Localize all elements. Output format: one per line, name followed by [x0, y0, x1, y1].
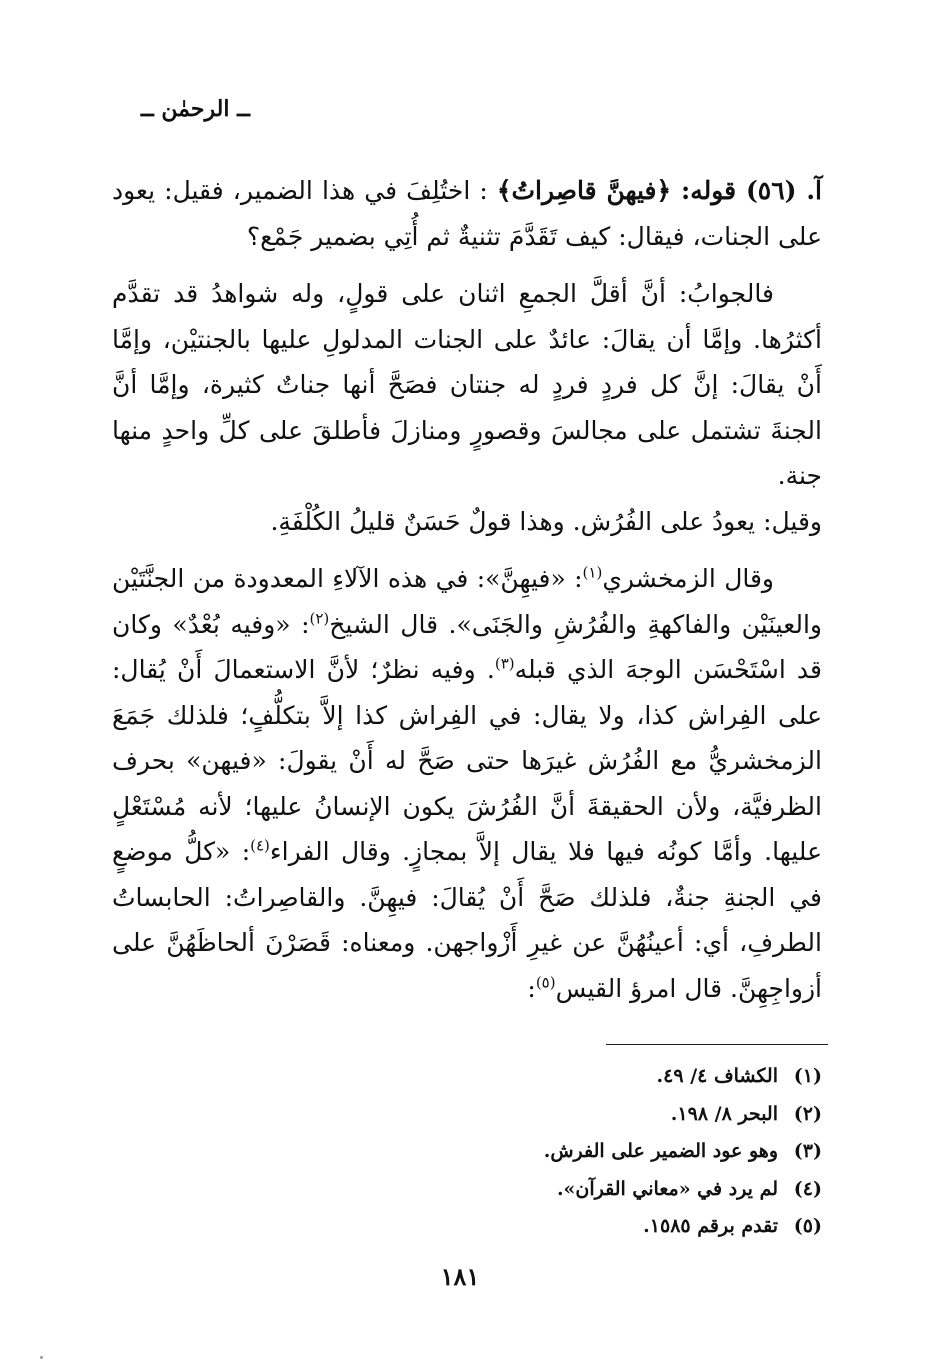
main-text: [112, 168, 822, 1011]
footnote-text: الكشاف ٤/ ٤٩.: [656, 1065, 778, 1087]
running-header: ــ الرحمٰن ــ: [140, 96, 250, 122]
answer-paragraph: فالجوابُ: أنَّ أقلَّ الجمعِ اثنان على قولٍ، وله شواهدُ قد تقدَّم أكثرُها. وإمَّا أن يقالَ: عائدٌ على الجنات المدلولِ عليها بالجنتيْن، وإمَّا أَنْ يقالَ: إنَّ كل فردٍ فردٍ له جنتان فصَحَّ أنها جناتٌ كثيرة، وإمَّا أنَّ الجنةَ تشتمل على مجالسَ وقصورٍ ومنازلَ فأطلقَ على كلِّ واحدٍ منها جنة.: [112, 279, 822, 490]
footnote-number: (٢): [793, 1102, 822, 1125]
footnote-ref-3: (٣): [494, 654, 515, 673]
footnote-text: تقدم برقم ١٥٨٥.: [643, 1215, 778, 1237]
verse-paragraph: [112, 168, 822, 259]
verse-reference: آ. (٥٦) قوله: ﴿فيهنَّ قاصِراتُ﴾: [496, 176, 822, 205]
footnote-ref-1: (١): [582, 563, 603, 582]
footnote-ref-5: (٥): [535, 973, 556, 992]
footnote-ref-4: (٤): [250, 836, 270, 855]
text-run: وقال الزمخشري: [602, 564, 775, 593]
footnote-text: وهو عود الضمير على الفرش.: [543, 1140, 778, 1162]
footnote-number: (٤): [793, 1177, 822, 1200]
footnote-item: [222, 1096, 822, 1134]
page-number: ١٨١: [440, 1262, 480, 1291]
footnote-divider: [606, 1044, 828, 1045]
footnote-item: [222, 1208, 822, 1246]
footnote-item: [222, 1133, 822, 1171]
another-view-paragraph: وقيل: يعودُ على الفُرُش. وهذا قولٌ حَسَنٌ قليلُ الكُلْفَةِ.: [270, 506, 822, 536]
text-run: . وفيه نظرٌ؛ لأنَّ الاستعمالَ أَنْ يُقال: على الفِراش كذا، ولا يقال: في الفِراش كذا إلاَّ بتكلُّفٍ؛ فلذلك جَمَعَ الزمخشريُّ مع الفُرُش غيرَها حتى صَحَّ له أَنْ يقولَ: «فيهن» بحرف الظرفيَّة، ولأن الحقيقةَ أنَّ الفُرُشَ يكون الإنسانُ عليها؛ لأنه مُسْتَعْلٍ عليها. وأمَّا كونُه فيها فلا يقال إلاَّ بمجازٍ. وقال الفراء: [112, 655, 822, 866]
footnote-number: (٥): [793, 1215, 822, 1237]
footnote-number: (١): [793, 1065, 822, 1087]
footnote-item: [222, 1171, 822, 1209]
verse-commentary: : اختُلِفَ في هذا الضمير، فقيل: يعود على الجنات، فيقال: كيف تَقَدَّمَ تثنيةٌ ثم أُتِي بضمير جَمْع؟: [112, 176, 822, 251]
footnotes: [222, 1058, 822, 1246]
text-run: : «كلُّ موضعٍ في الجنةِ جنةٌ، فلذلك صَحَّ أَنْ يُقالَ: فيهِنَّ. والقاصِراتُ: الحابساتُ الطرفِ، أي: أعينُهُنَّ عن غيرِ أَزْواجهن. ومعناه: قَصَرْنَ ألحاظَهُنَّ على أزواجِهِنَّ. قال امرؤ القيس: [112, 837, 822, 1003]
footnote-item: [222, 1058, 822, 1096]
text-run: : «فيهِنَّ»: في هذه الآلاءِ المعدودة من الجنَّتَيْن والعينَيْن والفاكهةِ والفُرُشِ والجَنَى». قال الشيخ: [112, 564, 822, 639]
scan-speck: [40, 1356, 43, 1359]
zamakhshari-paragraph: [112, 556, 822, 1011]
footnote-number: (٣): [793, 1140, 822, 1162]
text-run: :: [527, 973, 536, 1003]
footnote-ref-2: (٢): [309, 609, 330, 628]
text-run: : «وفيه بُعْدٌ» وكان قد اسْتَحْسَن الوجهَ الذي قبله: [112, 609, 823, 684]
footnote-text: لم يرد في «معاني القرآن».: [556, 1177, 778, 1200]
footnote-text: البحر ٨/ ١٩٨.: [670, 1102, 778, 1125]
